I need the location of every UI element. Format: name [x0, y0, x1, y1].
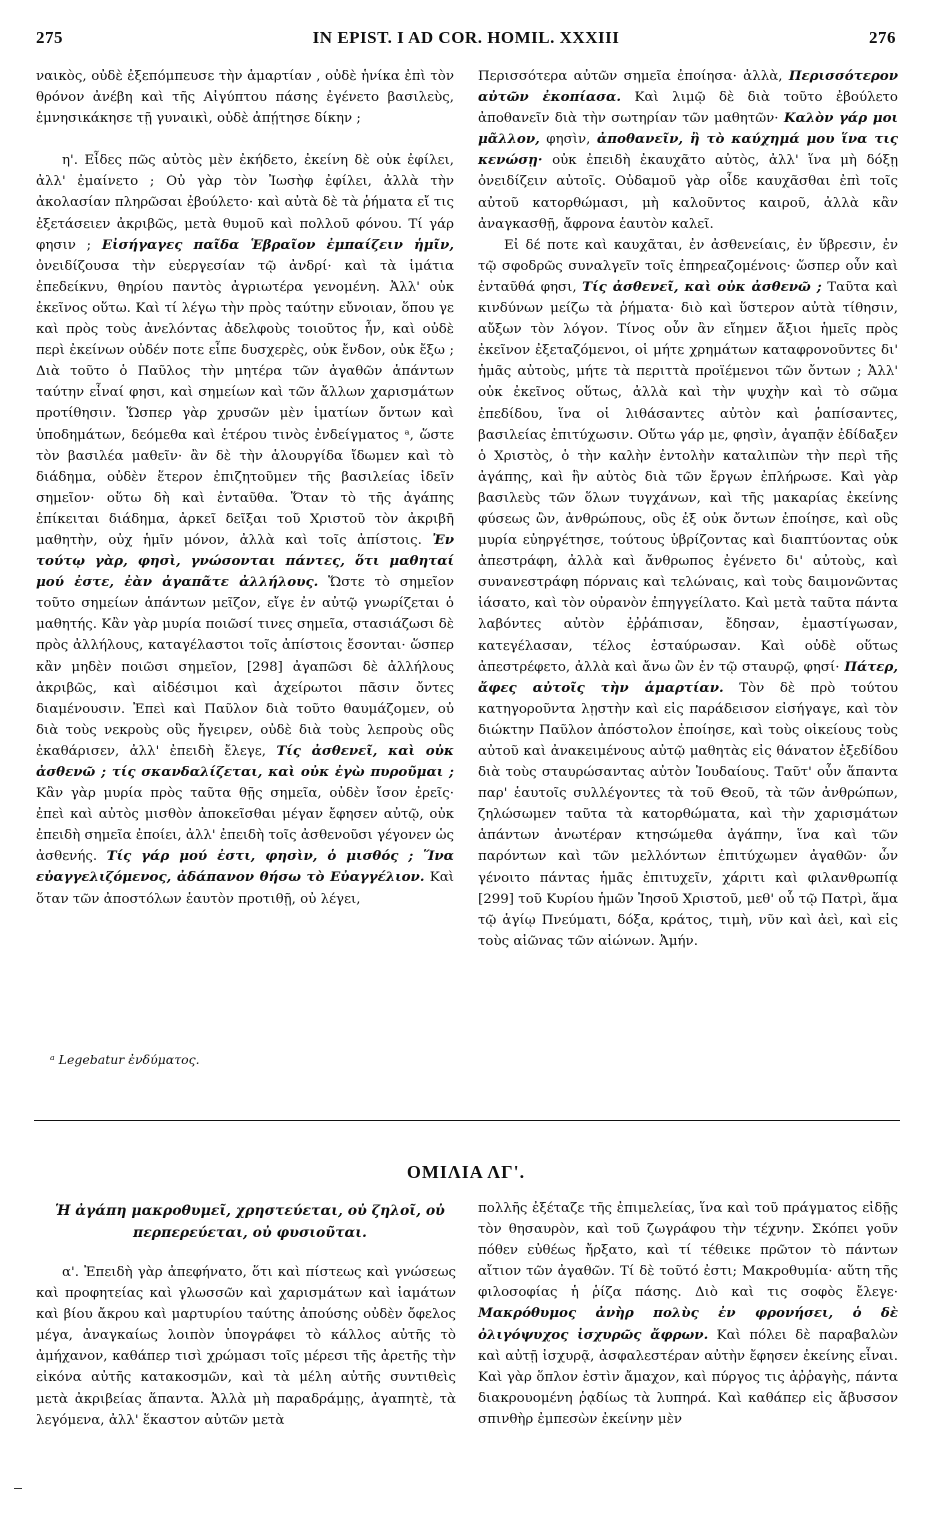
text-run: Καὶ πόλει δὲ παραβαλὼν καὶ αὐτῇ ἰσχυρᾷ, ἀσφαλεστέραν αὐτὴν ἔφησεν ἐκείνης εἶναι. Καὶ γὰρ ὅπλον ἐστὶν ἄμαχον, καὶ πύργος τις ἀῤῥαγὴς, πάντα διακρουομένη ῥᾳδίως τὰ λυπηρά. Καὶ καθάπερ εἰς ἄβυσσον σπινθὴρ ἐμπεσὼν ἐκείνην μὲν [478, 1327, 898, 1427]
text-run: φησὶν, [546, 132, 591, 148]
text-run: ὀνειδίζουσα τὴν εὐεργεσίαν τῷ ἀνδρί· καὶ τὰ ἱμάτια ἐπεδείκνυ, θηρίου παντὸς ἀγριωτέρα γενομένη. Ἀλλ' οὐκ ἐκεῖνος οὕτω. Καὶ τί λέγω τὴν πρὸς ταύτην εὔνοιαν, ὅπου γε καὶ πρὸς τοὺς ἀνελόντας ἀδελφοὺς τοιοῦτος ἦν, καὶ οὐδὲ περὶ ἐκείνων οὐδέν ποτε εἶπε δυσχερὲς, οὐκ ἔνδον, οὐκ ἔξω ; Διὰ τοῦτο ὁ Παῦλος τὴν μητέρα τῶν ἀγαθῶν ἁπάντων ταύτην εἶναί φησι, καὶ σημείων καὶ τῶν ἄλλων χαρισμάτων προτίθησιν. Ὥσπερ γὰρ χρυσῶν μὲν ἱματίων ὄντων καὶ ὑποδημάτων, δεόμεθα καὶ ἑτέρου τινὸς ἐνδείγματος ᵃ, ὥστε τὸν βασιλέα μαθεῖν· ἂν δὲ τὴν ἁλουργίδα ἴδωμεν καὶ τὸ διάδημα, οὐδὲν ἕτερον ἐπιζητοῦμεν τῆς βασιλείας ἰδεῖν σημεῖον· οὕτω δὴ καὶ ἐνταῦθα. Ὅταν τὸ τῆς ἀγάπης ἐπίκειται διάδημα, ἀρκεῖ δεῖξαι τοῦ Χριστοῦ τὸν ἀκριβῆ μαθητὴν, οὐχ ἡμῖν μόνον, ἀλλὰ καὶ τοῖς ἀπίστοις. [36, 258, 454, 548]
paragraph [478, 235, 898, 952]
scripture-quote: Καλὸν γάρ μοι μᾶλλον, [478, 110, 899, 148]
footnote: ᵃ Legebatur ἐνδύματος. [50, 1052, 200, 1067]
text-run: Καὶ λιμῷ δὲ διὰ τοῦτο ἐβούλετο ἀποθανεῖν διὰ τὴν σωτηρίαν τῶν μαθητῶν· [478, 90, 898, 127]
upper-left-column [36, 66, 454, 910]
text-run: η'. Εἶδες πῶς αὐτὸς μὲν ἐκήδετο, ἐκείνη δὲ οὐκ ἐφίλει, ἀλλ' ἐμαίνετο ; Οὐ γὰρ τὸν Ἰωσὴφ ἐφίλει, ἀλλὰ τὴν ἀκολασίαν πληρῶσαι ἐβούλετο· καὶ αὐτὰ δὲ τὰ ῥήματα εἴ τις ἐξετάσειεν ἀκριβῶς, μετὰ θυμοῦ καὶ πολλοῦ φόνου. Τί γάρ φησιν ; [36, 153, 454, 253]
text-run: Περισσότερα αὐτῶν σημεῖα ἐποίησα· ἀλλὰ, [478, 69, 783, 84]
scripture-quote: Τίς ἀσθενεῖ, καὶ οὐκ ἀσθενῶ ; τίς σκανδαλίζεται, καὶ οὐκ ἐγὼ πυροῦμαι ; [36, 742, 454, 780]
scripture-quote: Εἰσήγαγες παῖδα Ἑβραῖον ἐμπαίζειν ἡμῖν, [101, 236, 454, 253]
paragraph: ναικὸς, οὐδὲ ἐξεπόμπευσε τὴν ἁμαρτίαν , οὐδὲ ἡνίκα ἐπὶ τὸν θρόνον ἀνέβη καὶ τῆς Αἰγύπτου πάσης ἐγένετο βασιλεὺς, ἐμνησικάκησε τῇ γυναικὶ, οὐδὲ ἀπῄτησε δίκην ; [36, 69, 454, 127]
paragraph [478, 1198, 898, 1430]
scripture-quote: ἀποθανεῖν, ἢ τὸ καύχημά μου ἵνα τις κενώσῃ· [478, 131, 898, 169]
paragraph: α'. Ἐπειδὴ γὰρ ἀπεφήνατο, ὅτι καὶ πίστεως καὶ γνώσεως καὶ προφητείας καὶ γλωσσῶν καὶ χαρισμάτων καὶ ἰαμάτων καὶ βίου ἄκρου καὶ μαρτυρίου ταύτης ἀπούσης οὐδὲν ὄφελος μέγα, ἀναγκαίως λοιπὸν ὑπογράφει τὸ κάλλος αὐτῆς τὸ ἀμήχανον, καθάπερ τισὶ χρώμασι τοῖς μέρεσι τῆς ἀρετῆς τὴν εἰκόνα αὐτῆς κατακοσμῶν, καὶ τὰ μέλη αὐτῆς συντιθεὶς μετὰ ἀκριβείας ἅπαντα. Ἀλλὰ μὴ παραδράμῃς, ἀγαπητὲ, τὰ λεγόμενα, ἀλλ' ἕκαστον αὐτῶν μετὰ [36, 1265, 456, 1428]
text-run: πολλῆς ἐξέταζε τῆς ἐπιμελείας, ἵνα καὶ τοῦ πράγματος εἰδῇς τὸν θησαυρὸν, καὶ τοῦ ζωγράφου τὴν τέχνην. Σκόπει γοῦν πόθεν εὐθέως ἤρξατο, καὶ τί τέθεικε πρῶτον τὸ πάντων αἴτιον τῶν ἀγαθῶν. Τί δὲ τοῦτό ἐστι; Μακροθυμία· αὕτη τῆς φιλοσοφίας ἡ ῥίζα πάσης. Διὸ καὶ τις σοφὸς ἔλεγε· [478, 1201, 898, 1301]
text-run: Τὸν δὲ πρὸ τούτου κατηγοροῦντα λῃστὴν καὶ εἰς παράδεισον εἰσήγαγε, καὶ τὸν διώκτην Παῦλον ἀπόστολον ἐποίησε, καὶ τοὺς οἰκείους τοὺς αὐτοῦ καὶ ἀνακειμένους αὐτῷ μαθητὰς εἰς θάνατον ἐξεδίδου διὰ τοὺς σταυρώσαντας αὐτὸν Ἰουδαίους. Ταῦτ' οὖν ἅπαντα παρ' ἑαυτοῖς συλλέγοντες τὰ τοῦ Θεοῦ, τὰ τῶν ἀνθρώπων, ζηλώσωμεν ταῦτα τὰ κατορθώματα, καὶ τὴν χαρισμάτων ἁπάντων ἀνωτέραν κτησώμεθα ἀγάπην, ἵνα καὶ τῶν παρόντων καὶ τῶν μελλόντων ἐπιτύχωμεν ἀγαθῶν· ὧν γένοιτο πάντας ἡμᾶς ἐπιτυχεῖν, χάριτι καὶ φιλανθρωπίᾳ [299] τοῦ Κυρίου ἡμῶν Ἰησοῦ Χριστοῦ, μεθ' οὗ τῷ Πατρὶ, ἅμα τῷ ἁγίῳ Πνεύματι, δόξα, κράτος, τιμὴ, νῦν καὶ ἀεὶ, καὶ εἰς τοὺς αἰῶνας τῶν αἰώνων. Ἀμήν. [478, 680, 899, 949]
page-number-left: 275 [36, 28, 63, 47]
text-run: Ταῦτα καὶ κινδύνων μείζω τὰ ῥήματα· διὸ καὶ ὕστερον αὐτὰ τίθησιν, αὔξων τὸν λόγον. Τίνος οὖν ἂν εἴημεν ἄξιοι ἡμεῖς πρὸς ἐκεῖνον ἐξεταζόμενοι, οἱ μήτε χρημάτων καταφρονοῦντες δι' ἡμᾶς αὐτοὺς, μήτε τὰ περιττὰ προϊέμενοι τῶν ὄντων ; Ἀλλ' οὐκ ἐκεῖνος οὕτως, ἀλλὰ καὶ τὴν ψυχὴν καὶ τὸ σῶμα ἐπεδίδου, ἵνα οἱ λιθάσαντες αὐτὸν καὶ ῥαπίσαντες, βασιλείας ἐπιτύχωσιν. Οὕτω γάρ με, φησὶν, ἀγαπᾷν ἐδίδαξεν ὁ Χριστὸς, ὁ τὴν καλὴν ἐντολὴν καταλιπὼν τὴν περὶ τῆς ἀγάπης, καὶ ἣν αὐτὸς διὰ τῶν ἔργων ἐπλήρωσε. Καὶ γὰρ βασιλεὺς τῶν ὅλων τυγχάνων, καὶ τῆς μακαρίας ἐκείνης φύσεως ὢν, ἀνθρώπους, οὓς ἐξ οὐκ ὄντων ἐποίησε, καὶ οὓς μυρία εὐηργέτησε, τούτους ὑβρίζοντας καὶ διαπτύοντας οὐκ ἀπεστράφη, ἀλλὰ καὶ ἄνθρωπος ἐγένετο δι' αὐτοὺς, καὶ συνανεστράφη πόρναις καὶ τελώναις, καὶ τοὺς δαιμονῶντας ἰάσατο, καὶ τὸν οὐρανὸν ἐπηγγείλατο. Καὶ μετὰ ταῦτα πάντα λαβόντες αὐτὸν ἐῤῥάπισαν, ἔδησαν, ἐμαστίγωσαν, κατεγέλασαν, τέλος ἐσταύρωσαν. Καὶ οὐδὲ οὕτως ἀπεστρέφετο, ἀλλὰ καὶ ἄνω ὢν ἐν τῷ σταυρῷ, φησί· [478, 279, 898, 675]
lower-left-column [36, 1262, 456, 1431]
scripture-quote: Τίς γάρ μού ἐστι, φησὶν, ὁ μισθός ; Ἵνα εὐαγγελιζόμενος, ἀδάπανον θήσω τὸ Εὐαγγέλιον. [36, 848, 454, 886]
paragraph [478, 66, 898, 235]
text-run: Κἂν γὰρ μυρία πρὸς ταῦτα θῇς σημεῖα, οὐδὲν ἴσον ἐρεῖς· ἐπεὶ καὶ αὐτὸς μισθὸν ἀποκεῖσθαι μέγαν ἔφησεν αὐτῷ, οὐκ ἐπειδὴ σημεῖα ἐποίει, ἀλλ' ἐπειδὴ τοῖς ἀσθενοῦσι γέγονεν ὡς ἀσθενής. [36, 786, 454, 865]
paragraph [36, 150, 454, 909]
section-divider [34, 1120, 900, 1121]
scripture-quote: Ἐν τούτῳ γὰρ, φησὶ, γνώσονται πάντες, ὅτι μαθηταί μού ἐστε, ἐὰν ἀγαπᾶτε ἀλλήλους. [36, 531, 454, 591]
text-run: οὐκ ἐπειδὴ ἐκαυχᾶτο αὐτὸς, ἀλλ' ἵνα μὴ δόξῃ ὀνειδίζειν αὐτοῖς. Οὐδαμοῦ γὰρ οἶδε καυχᾶσθαι ἐπὶ τοῖς αὐτοῦ κατορθώμασι, μὴ καλοῦντος καιροῦ, ἀλλὰ κἂν ἀναγκασθῇ, ἄφρονα ἑαυτὸν καλεῖ. [478, 153, 899, 232]
running-title: IN EPIST. I AD COR. HOMIL. XXXIII [312, 28, 620, 47]
text-run: Καὶ ὅταν τῶν ἀποστόλων ἑαυτὸν προτιθῇ, οὐ λέγει, [36, 870, 454, 907]
lemma-verse: Ἡ ἀγάπη μακροθυμεῖ, χρηστεύεται, οὐ ζηλοῖ, οὐ περπερεύεται, οὐ φυσιοῦται. [55, 1203, 445, 1241]
lower-right-column [478, 1198, 898, 1430]
homily-title: ΟΜΙΛΙΑ ΛΓ'. [406, 1162, 526, 1182]
scripture-quote: Μακρόθυμος ἀνὴρ πολὺς ἐν φρονήσει, ὁ δὲ ὀλιγόψυχος ἰσχυρῶς ἄφρων. [478, 1305, 898, 1343]
scripture-quote: Τίς ἀσθενεῖ, καὶ οὐκ ἀσθενῶ ; [582, 278, 822, 295]
running-head [36, 28, 896, 54]
scripture-quote: Περισσότερον αὐτῶν ἐκοπίασα. [478, 68, 898, 106]
margin-mark [14, 1488, 22, 1489]
text-run: Εἰ δέ ποτε καὶ καυχᾶται, ἐν ἀσθενείαις, ἐν ὕβρεσιν, ἐν τῷ σφοδρῶς συναλγεῖν τοῖς ἐπηρεαζομένοις· ὥσπερ οὖν καὶ ἐνταῦθά φησι, [478, 237, 898, 295]
text-run: Ὥστε τὸ σημεῖον τοῦτο σημείων ἁπάντων μεῖζον, εἴγε ἐν αὐτῷ γνωρίζεται ὁ μαθητής. Κἂν γὰρ μυρία ποιῶσί τινες σημεῖα, στασιάζωσι δὲ πρὸς ἀλλήλους, καταγέλαστοι τοῖς ἀπίστοις ἔσονται· ὥσπερ κἂν μηδὲν ποιῶσι σημεῖον, [298] ἀγαπῶσι δὲ ἀλλήλους ἀκριβῶς, καὶ αἰδέσιμοι καὶ ἀχείρωτοι πᾶσιν ὄντες διαμένουσιν. Ἐπεὶ καὶ Παῦλον διὰ τοῦτο θαυμάζομεν, οὐ διὰ τοὺς νεκροὺς οὓς ἤγειρεν, οὐδὲ διὰ τοὺς λεπροὺς οὓς ἐκαθάρισεν, ἀλλ' ἐπειδὴ ἔλεγε, [36, 575, 454, 759]
upper-right-column [478, 66, 898, 952]
scripture-quote: Πάτερ, ἄφες αὐτοῖς τὴν ἁμαρτίαν. [478, 658, 899, 696]
page-number-right: 276 [869, 28, 896, 47]
